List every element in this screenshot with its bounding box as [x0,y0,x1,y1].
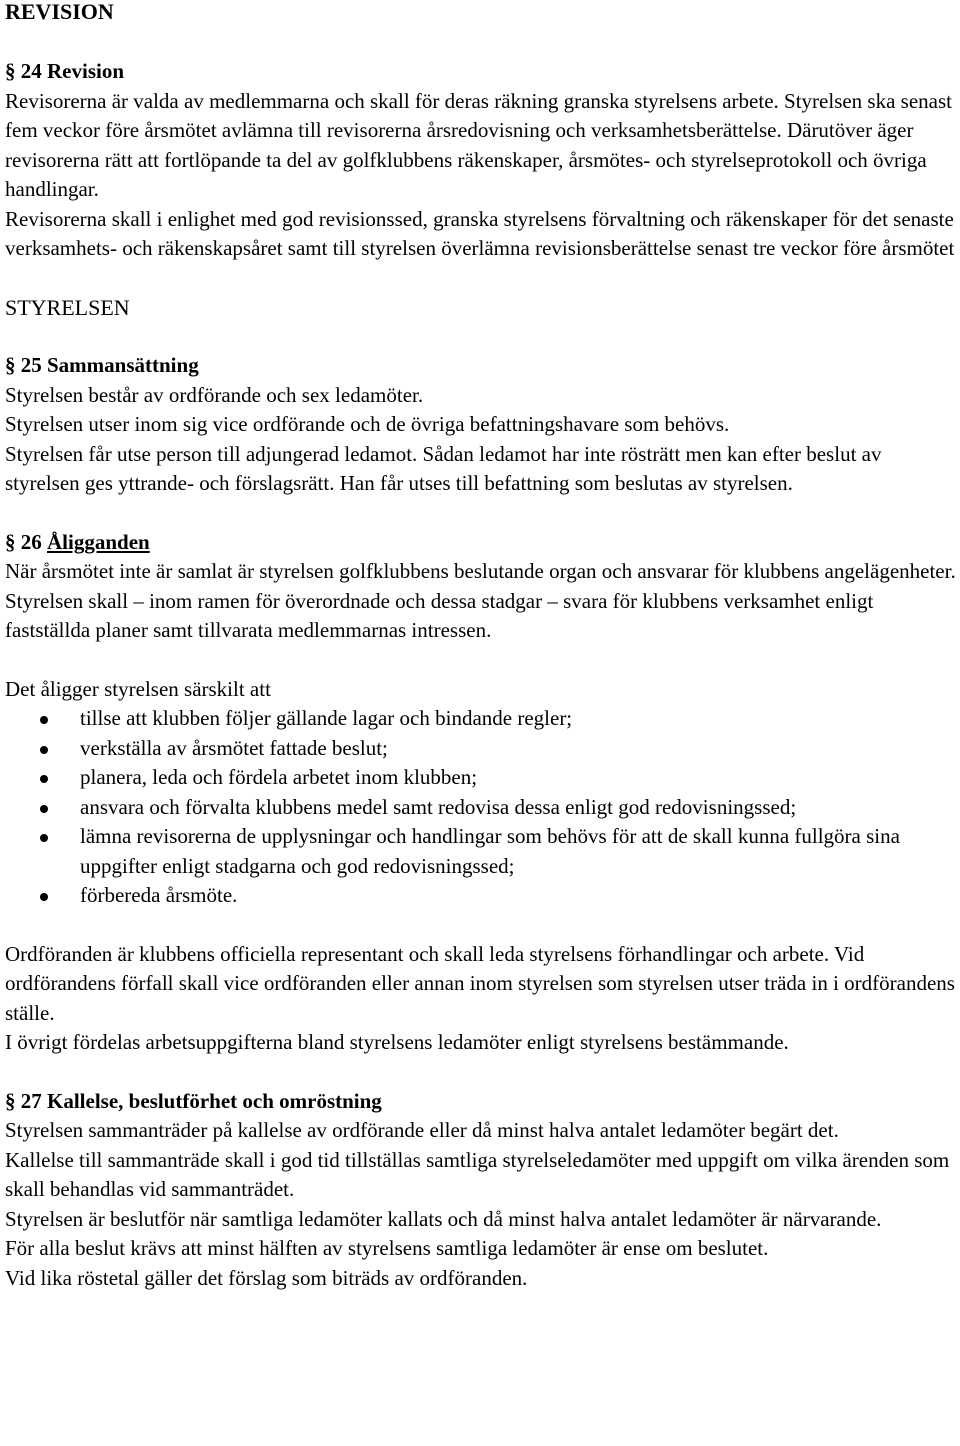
section-27-paragraph-4: För alla beslut krävs att minst hälften av styrelsens samtliga ledamöter är ense om beslutet. [5,1236,769,1260]
spacer [5,264,957,293]
list-item [5,793,957,823]
section-27-paragraph-1: Styrelsen sammanträder på kallelse av ordförande eller då minst halva antalet ledamöter begärt det. [5,1118,839,1142]
spacer [5,646,957,675]
bullet-icon [40,716,48,724]
section-25-heading: § 25 Sammansättning [5,353,199,377]
section-26-heading [5,528,957,558]
list-item-text: tillse att klubben följer gällande lagar och bindande regler; [80,706,573,730]
chapter-title-revision: REVISION [5,0,114,24]
chapter-title-styrelsen: STYRELSEN [5,294,130,320]
spacer [5,24,957,57]
list-item [5,734,957,764]
section-27-paragraph-2: Kallelse till sammanträde skall i god tid tillställas samtliga styrelseledamöter med uppgift om vilka ärenden som skall behandlas vid sammanträdet. [5,1147,950,1201]
section-25-paragraph-2: Styrelsen utser inom sig vice ordförande och de övriga befattningshavare som behövs. [5,412,730,436]
list-item-text: förbereda årsmöte. [80,883,238,907]
bullet-icon [40,805,48,813]
spacer [5,1058,957,1087]
list-item [5,822,957,881]
section-27-paragraph-3: Styrelsen är beslutför när samtliga ledamöter kallats och då minst halva antalet ledamöter är närvarande. [5,1206,882,1231]
list-item-text: planera, leda och fördela arbetet inom klubben; [80,765,478,789]
document-page [5,0,957,1293]
duties-list [5,704,957,911]
section-27-heading: § 27 Kallelse, beslutförhet och omröstning [5,1088,382,1113]
section-24-heading: § 24 Revision [5,59,125,83]
bullet-icon [40,893,48,901]
section-25-paragraph-1: Styrelsen består av ordförande och sex ledamöter. [5,382,424,407]
list-item [5,704,957,734]
section-26-heading-number: § 26 [5,529,47,554]
section-26-intro: När årsmötet inte är samlat är styrelsen golfklubbens beslutande organ och ansvarar för klubbens angelägenheter. Styrelsen skall – inom ramen för överordnade och dessa stadgar – svara för klubbens verksamhet enligt fastställda planer samt tillvarata medlemmarnas intressen. [5,559,956,642]
section-26-list-intro: Det åligger styrelsen särskilt att [5,676,271,701]
section-24-paragraph-2: Revisorerna skall i enlighet med god revisionssed, granska styrelsens förvaltning och räkenskaper för det senaste verksamhets- och räkenskapsåret samt till styrelsen överlämna revisionsberättelse senast tre veckor före årsmötet [5,206,955,260]
spacer [5,911,957,940]
section-25-paragraph-3: Styrelsen får utse person till adjungerad ledamot. Sådan ledamot har inte rösträtt men kan efter beslut av styrelsen ges yttrande- och förslagsrätt. Han får utses till befattning som beslutas av styrelsen. [5,441,882,495]
bullet-icon [40,775,48,783]
spacer [5,322,957,351]
list-item [5,881,957,911]
list-item-text: ansvara och förvalta klubbens medel samt redovisa dessa enligt god redovisningssed; [80,794,797,819]
list-item-text: lämna revisorerna de upplysningar och handlingar som behövs för att de skall kunna fullgöra sina uppgifter enligt stadgarna och god redovisningssed; [80,824,900,878]
list-item [5,763,957,793]
list-item-text: verkställa av årsmötet fattade beslut; [80,735,388,760]
bullet-icon [40,746,48,754]
bullet-icon [40,834,48,842]
section-26-after-paragraph-2: I övrigt fördelas arbetsuppgifterna bland styrelsens ledamöter enligt styrelsens bestämmande. [5,1030,789,1054]
section-26-after-paragraph-1: Ordföranden är klubbens officiella representant och skall leda styrelsens förhandlingar och arbete. Vid ordförandens förfall skall vice ordföranden eller annan inom styrelsen som styrelsen utser träda in i ordförandens ställe. [5,941,955,1025]
section-24-paragraph-1: Revisorerna är valda av medlemmarna och skall för deras räkning granska styrelsens arbete. Styrelsen ska senast fem veckor före årsmötet avlämna till revisorerna årsredovisning och verksamhetsberättelse. Därutöver äger revisorerna rätt att fortlöpande ta del av golfklubbens räkenskaper, årsmötes- och styrelseprotokoll och övriga handlingar. [5,88,952,201]
spacer [5,499,957,528]
section-27-paragraph-5: Vid lika röstetal gäller det förslag som biträds av ordföranden. [5,1265,528,1290]
section-26-heading-title: Åligganden [47,529,150,554]
